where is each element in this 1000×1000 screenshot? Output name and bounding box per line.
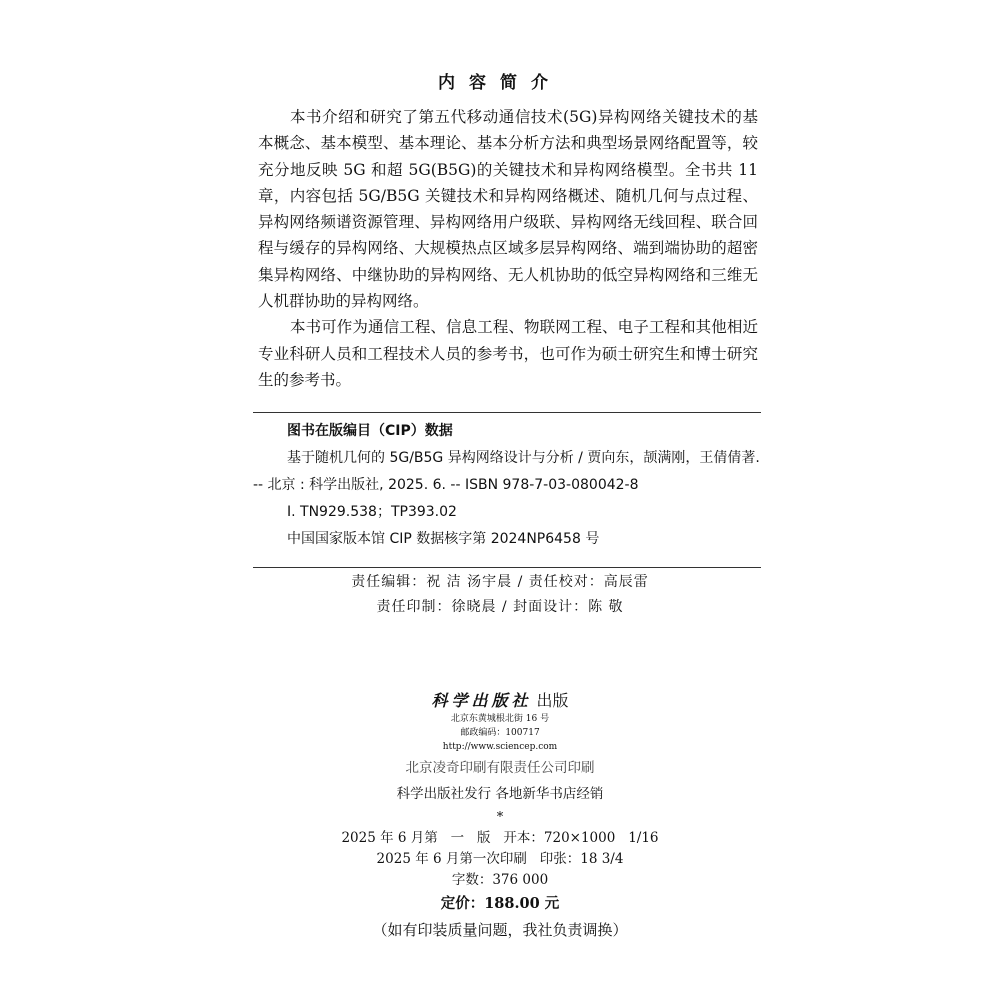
cip-record: 基于随机几何的 5G/B5G 异构网络设计与分析 / 贾向东，颉满刚，王倩倩著. -- 北京 : 科学出版社, 2025. 6. -- ISBN 978-7-03-080042-8 (253, 450, 760, 493)
credits-production: 责任印制：徐晓晨 / 封面设计：陈 敬 (376, 599, 624, 615)
publisher-line (0, 690, 1000, 712)
credits-section (0, 570, 1000, 620)
intro-paragraph: 本书可作为通信工程、信息工程、物联网工程、电子工程和其他相近专业科研人员和工程技术人员的参考书，也可作为硕士研究生和博士研究生的参考书。 (258, 318, 758, 389)
publisher-address: 北京东黄城根北街 16 号 (450, 714, 550, 724)
separator-star: * (496, 810, 504, 825)
cip-data-number: 中国国家版本馆 CIP 数据核字第 2024NP6458 号 (287, 531, 600, 547)
publisher-logo: 科学出版社 (431, 691, 532, 710)
intro-section (258, 104, 758, 393)
price-label: 定价：188.00 元 (440, 895, 560, 912)
intro-paragraph: 本书介绍和研究了第五代移动通信技术(5G)异构网络关键技术的基本概念、基本模型、基本理论、基本分析方法和典型场景网络配置等，较充分地反映 5G 和超 5G(B5G)的关键技术和异构网络模型。全书共 11 章，内容包括 5G/B5G 关键技术和异构网络概述、随机几何与点过程、异构网络频谱资源管理、异构网络用户级联、异构网络无线回程、联合回程与缓存的异构网络、大规模热点区域多层异构网络、端到端协助的超密集异构网络、中继协助的异构网络、无人机协助的低空异构网络和三维无人机群协助的异构网络。 (258, 108, 758, 311)
publisher-suffix: 出版 (536, 691, 569, 710)
printer-line: 北京凌奇印刷有限责任公司印刷 (405, 760, 595, 776)
page-title: 内容简介 (438, 73, 562, 93)
publisher-url: http://www.sciencep.com (442, 742, 558, 752)
credits-editors: 责任编辑：祝 洁 汤宇晨 / 责任校对：高辰雷 (351, 574, 649, 590)
word-count: 字数：376 000 (451, 872, 549, 888)
publisher-postcode: 邮政编码：100717 (460, 728, 540, 738)
publisher-section (0, 690, 1000, 943)
quality-note: （如有印装质量问题，我社负责调换） (372, 921, 628, 939)
cip-classification: Ⅰ. TN929.538；TP393.02 (287, 504, 457, 520)
edition-line: 2025 年 6 月第 一 版 开本：720×1000 1/16 (341, 830, 659, 846)
cip-heading: 图书在版编目（CIP）数据 (287, 423, 453, 439)
cip-block (253, 412, 761, 568)
distribution-line: 科学出版社发行 各地新华书店经销 (396, 786, 604, 802)
printing-line: 2025 年 6 月第一次印刷 印张：18 3/4 (376, 851, 624, 867)
